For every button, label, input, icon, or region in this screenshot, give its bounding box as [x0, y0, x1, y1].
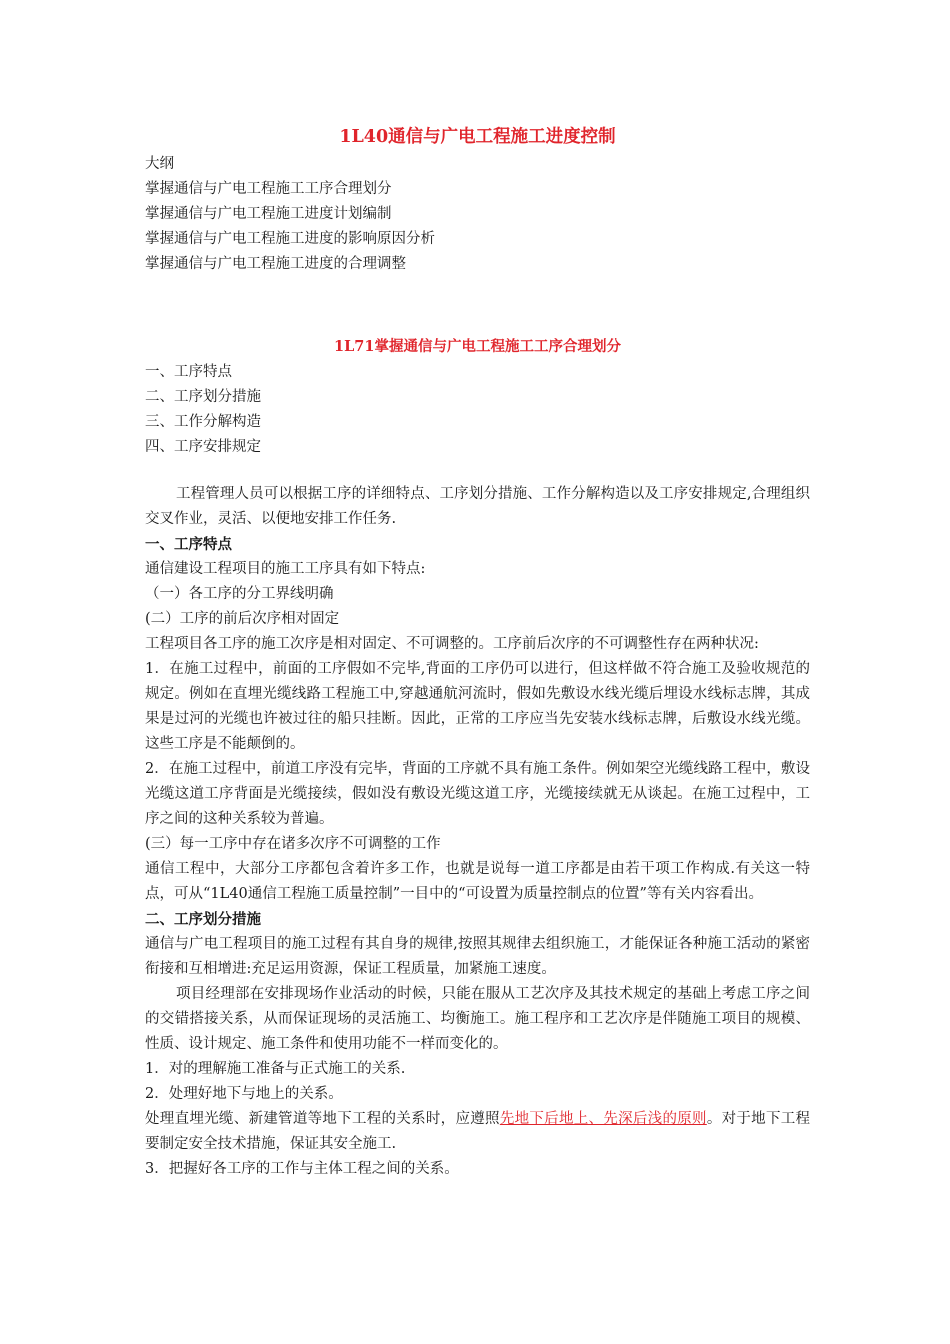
- document-body: [145, 122, 810, 1182]
- paragraph: 工程项目各工序的施工次序是相对固定、不可调整的。工序前后次序的不可调整性存在两种状况:: [145, 636, 759, 652]
- paragraph: 通信工程中，大部分工序都包含着许多工作，也就是说每一道工序都是由若干项工作构成.有关这一特点，可从“1L40通信工程施工质量控制”一目中的“可设置为质量控制点的位置”等有关内容看出。: [145, 861, 810, 902]
- paragraph: 2．处理好地下与地上的关系。: [145, 1086, 343, 1102]
- spacer: [145, 277, 810, 334]
- paragraph: 3．把握好各工序的工作与主体工程之间的关系。: [145, 1161, 459, 1177]
- document-title: 1L40通信与广电工程施工进度控制: [339, 127, 616, 147]
- outline-item: 掌握通信与广电工程施工进度的合理调整: [145, 256, 406, 272]
- section-item: 二、工序划分措施: [145, 389, 261, 405]
- section-item: 四、工序安排规定: [145, 439, 261, 455]
- paragraph: (二）工序的前后次序相对固定: [145, 611, 340, 627]
- paragraph: 通信与广电工程项目的施工过程有其自身的规律,按照其规律去组织施工，才能保证各种施工活动的紧密衔接和互相增进:充足运用资源，保证工程质量，加紧施工速度。: [145, 936, 810, 977]
- section-item: 三、工作分解构造: [145, 414, 261, 430]
- outline-heading: 大纲: [145, 156, 174, 172]
- paragraph: 项目经理部在安排现场作业活动的时候，只能在服从工艺次序及其技术规定的基础上考虑工序之间的交错搭接关系，从而保证现场的灵活施工、均衡施工。施工程序和工艺次序是伴随施工项目的规模、性质、设计规定、施工条件和使用功能不一样而变化的。: [145, 986, 810, 1052]
- intro-paragraph: 工程管理人员可以根据工序的详细特点、工序划分措施、工作分解构造以及工序安排规定,合理组织交叉作业，灵活、以便地安排工作任务.: [145, 486, 810, 527]
- highlighted-principle: 先地下后地上、先深后浅的原则: [499, 1111, 707, 1127]
- paragraph: 1．对的理解施工准备与正式施工的关系.: [145, 1061, 406, 1077]
- paragraph-with-highlight: [145, 1107, 810, 1157]
- paragraph: 1．在施工过程中，前面的工序假如不完毕,背面的工序仍可以进行，但这样做不符合施工及验收规范的规定。例如在直埋光缆线路工程施工中,穿越通航河流时，假如先敷设水线光缆后埋设水线标志牌，其成果是过河的光缆也许被过往的船只挂断。因此，正常的工序应当先安装水线标志牌，后敷设水线光缆。这些工序是不能颠倒的。: [145, 661, 810, 752]
- paragraph-text: 处理直埋光缆、新建管道等地下工程的关系时，应遵照: [145, 1111, 500, 1127]
- paragraph-text: 。对于地下工程要制定安全技术措施，保证其安全施工.: [145, 1111, 811, 1152]
- outline-item: 掌握通信与广电工程施工进度的影响原因分析: [145, 231, 435, 247]
- paragraph: 2．在施工过程中，前道工序没有完毕，背面的工序就不具有施工条件。例如架空光缆线路工程中，敷设光缆这道工序背面是光缆接续，假如没有敷设光缆这道工序，光缆接续就无从谈起。在施工过程中，工序之间的这种关系较为普遍。: [145, 761, 810, 827]
- section-item: 一、工序特点: [145, 364, 232, 380]
- outline-item: 掌握通信与广电工程施工工序合理划分: [145, 181, 392, 197]
- heading-process-features: 一、工序特点: [145, 536, 232, 553]
- heading-division-measures: 二、工序划分措施: [145, 911, 261, 928]
- outline-item: 掌握通信与广电工程施工进度计划编制: [145, 206, 392, 222]
- spacer: [145, 460, 810, 482]
- paragraph: (三）每一工序中存在诸多次序不可调整的工作: [145, 836, 441, 852]
- paragraph: 通信建设工程项目的施工工序具有如下特点:: [145, 561, 426, 577]
- paragraph: （一）各工序的分工界线明确: [145, 586, 334, 602]
- section-title: 1L71掌握通信与广电工程施工工序合理划分: [334, 338, 621, 355]
